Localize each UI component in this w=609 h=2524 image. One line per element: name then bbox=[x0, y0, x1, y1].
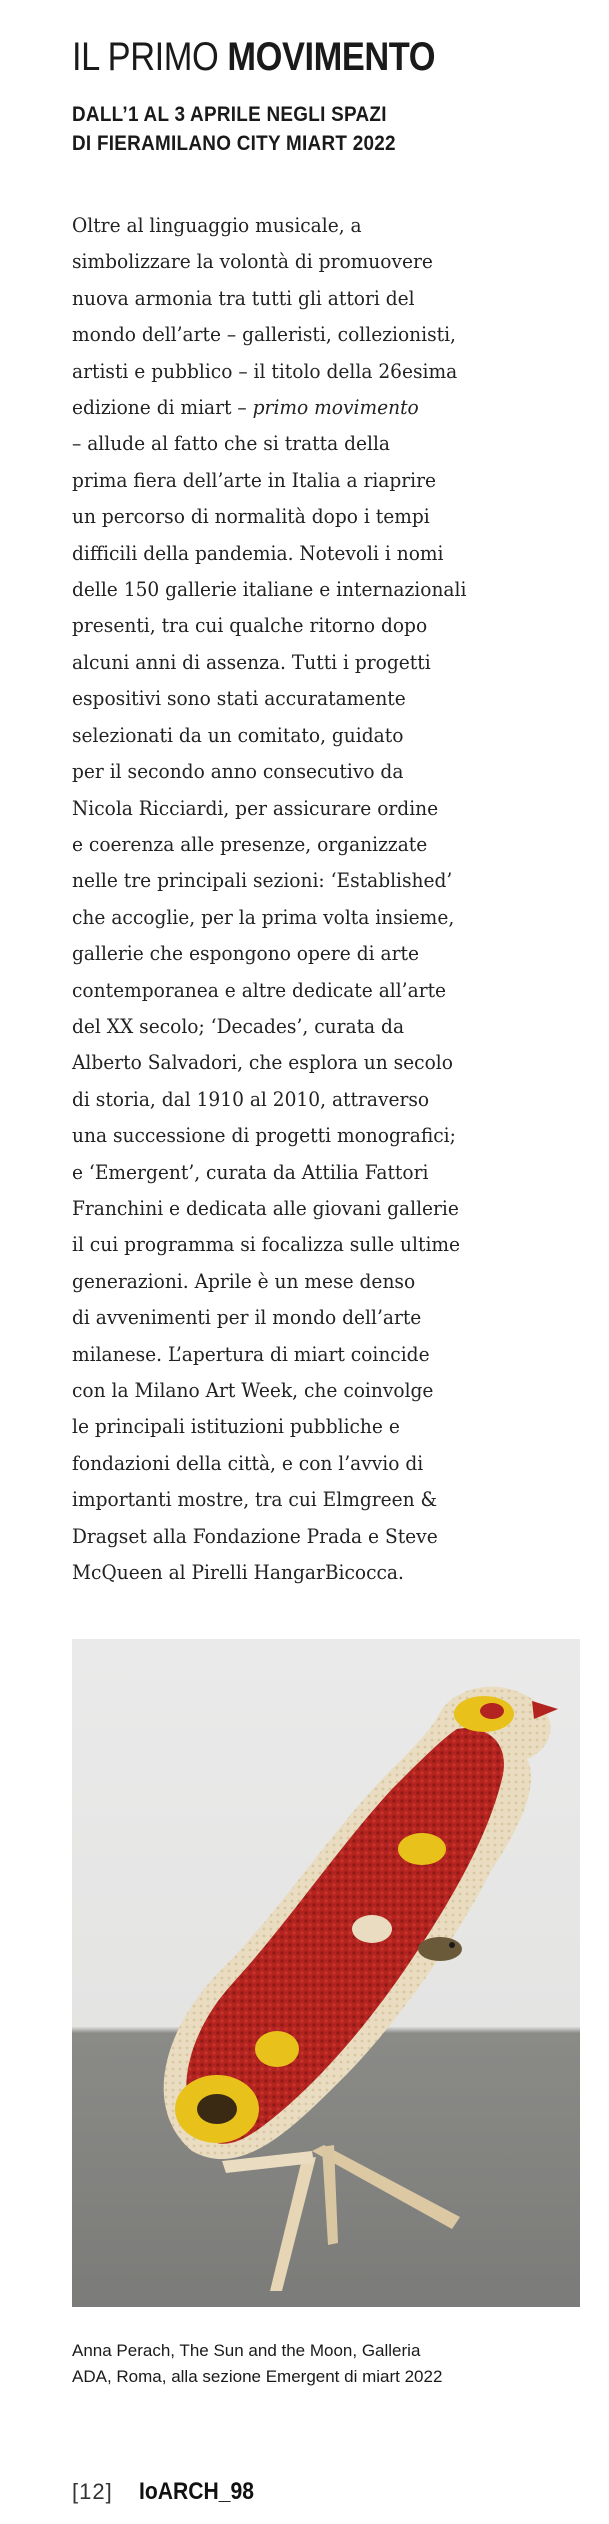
page-title bbox=[72, 34, 511, 80]
page-number: [12] bbox=[72, 2479, 113, 2504]
magazine-name: IoARCH_98 bbox=[138, 2478, 254, 2505]
article-line bbox=[72, 753, 556, 789]
article-line bbox=[72, 1081, 556, 1117]
article-line-text: del XX secolo; ‘Decades’, curata da bbox=[72, 1013, 405, 1038]
article-body bbox=[72, 207, 592, 1590]
article-line bbox=[72, 935, 556, 971]
article-line-text: prima fiera dell’arte in Italia a riaprire bbox=[72, 467, 437, 492]
article-line-text: difficili della pandemia. Notevoli i nomi bbox=[72, 540, 444, 565]
article-line bbox=[72, 826, 556, 862]
article-line-text: Franchini e dedicata alle giovani gallerie bbox=[72, 1195, 459, 1220]
article-line bbox=[72, 1190, 556, 1226]
article-line bbox=[72, 1117, 556, 1153]
stand bbox=[222, 2145, 460, 2291]
article-line-text: fondazioni della città, e con l’avvio di bbox=[72, 1450, 424, 1475]
article-line bbox=[72, 243, 556, 279]
article-line-text: generazioni. Aprile è un mese denso bbox=[72, 1268, 416, 1293]
article-line bbox=[72, 571, 556, 607]
article-line-text: di storia, dal 1910 al 2010, attraverso bbox=[72, 1086, 430, 1111]
article-line bbox=[72, 1154, 556, 1190]
article-line-text: Alberto Salvadori, che esplora un secolo bbox=[72, 1050, 453, 1075]
article-line bbox=[72, 899, 556, 935]
sculpture bbox=[164, 1687, 558, 2159]
article-line-text: mondo dell’arte – galleristi, collezionisti, bbox=[72, 322, 456, 347]
article-line-text: Dragset alla Fondazione Prada e Steve bbox=[72, 1523, 438, 1548]
article-line bbox=[72, 607, 556, 643]
artwork-photo bbox=[72, 1639, 580, 2307]
article-line-text: simbolizzare la volontà di promuovere bbox=[72, 249, 433, 274]
article-line bbox=[72, 353, 556, 389]
article-line bbox=[72, 1481, 556, 1517]
article-line-text: per il secondo anno consecutivo da bbox=[72, 759, 404, 784]
article-line bbox=[72, 644, 556, 680]
article-line-text: milanese. L’apertura di miart coincide bbox=[72, 1341, 430, 1366]
article-line bbox=[72, 680, 556, 716]
subtitle bbox=[72, 100, 540, 158]
article-line bbox=[72, 1445, 556, 1481]
caption-line: Anna Perach, The Sun and the Moon, Galleria bbox=[72, 2341, 421, 2360]
title-light: IL PRIMO bbox=[72, 35, 228, 79]
article-line-text: e coerenza alle presenze, organizzate bbox=[72, 831, 428, 856]
article-line bbox=[72, 717, 556, 753]
article-line bbox=[72, 462, 556, 498]
article-line-text: – allude al fatto che si tratta della bbox=[72, 431, 391, 456]
subtitle-line: DI FIERAMILANO CITY MIART 2022 bbox=[72, 132, 396, 155]
subtitle-line: DALL’1 AL 3 APRILE NEGLI SPAZI bbox=[72, 103, 387, 126]
article-line bbox=[72, 790, 556, 826]
article-line-text: e ‘Emergent’, curata da Attilia Fattori bbox=[72, 1159, 429, 1184]
article-line-text: presenti, tra cui qualche ritorno dopo bbox=[72, 613, 428, 638]
article-line-text: che accoglie, per la prima volta insieme, bbox=[72, 904, 455, 929]
article-line-text: delle 150 gallerie italiane e internazionali bbox=[72, 577, 467, 602]
article-line bbox=[72, 1408, 556, 1444]
article-line-text: il cui programma si focalizza sulle ultime bbox=[72, 1232, 461, 1257]
article-line bbox=[72, 498, 556, 534]
article-line bbox=[72, 1518, 556, 1554]
article-line bbox=[72, 1299, 556, 1335]
article-line-text: McQueen al Pirelli HangarBicocca. bbox=[72, 1560, 404, 1585]
article-line-text: nelle tre principali sezioni: ‘Established’ bbox=[72, 868, 453, 893]
article-line bbox=[72, 862, 556, 898]
article-line-text: gallerie che espongono opere di arte bbox=[72, 941, 419, 966]
article-line bbox=[72, 1336, 556, 1372]
article-line-text: alcuni anni di assenza. Tutti i progetti bbox=[72, 649, 431, 674]
article-line bbox=[72, 1044, 556, 1080]
article-line bbox=[72, 1008, 556, 1044]
caption-line: ADA, Roma, alla sezione Emergent di miart 2022 bbox=[72, 2367, 443, 2386]
article-line-text: nuova armonia tra tutti gli attori del bbox=[72, 285, 415, 310]
article-line bbox=[72, 316, 556, 352]
article-line bbox=[72, 972, 556, 1008]
page-footer bbox=[72, 2478, 269, 2508]
article-line-text: contemporanea e altre dedicate all’arte bbox=[72, 977, 447, 1002]
article-line bbox=[72, 207, 556, 243]
italic-phrase: primo movimento bbox=[252, 395, 419, 420]
article-line-text: Oltre al linguaggio musicale, a bbox=[72, 213, 362, 237]
article-line-text: Nicola Ricciardi, per assicurare ordine bbox=[72, 795, 439, 820]
article-line-text: una successione di progetti monografici; bbox=[72, 1123, 456, 1148]
sculpture-illustration bbox=[72, 1639, 580, 2307]
article-line bbox=[72, 1554, 556, 1590]
article-line bbox=[72, 1372, 556, 1408]
article-line-text: di avvenimenti per il mondo dell’arte bbox=[72, 1305, 422, 1330]
photo-caption bbox=[72, 2338, 592, 2390]
article-line-text: con la Milano Art Week, che coinvolge bbox=[72, 1378, 434, 1402]
article-line-text: le principali istituzioni pubbliche e bbox=[72, 1414, 400, 1439]
article-line bbox=[72, 280, 556, 316]
article-line-text: selezionati da un comitato, guidato bbox=[72, 722, 404, 747]
article-line bbox=[72, 1263, 556, 1299]
article-line-text: un percorso di normalità dopo i tempi bbox=[72, 504, 430, 529]
title-bold: MOVIMENTO bbox=[227, 35, 436, 79]
article-line bbox=[72, 1226, 556, 1262]
article-line-text: importanti mostre, tra cui Elmgreen & bbox=[72, 1487, 438, 1512]
article-line-text: edizione di miart – bbox=[72, 395, 253, 420]
article-line-text: espositivi sono stati accuratamente bbox=[72, 686, 406, 711]
article-line-text: artisti e pubblico – il titolo della 26esima bbox=[72, 358, 458, 383]
article-line bbox=[72, 389, 556, 425]
article-line bbox=[72, 425, 556, 461]
article-line bbox=[72, 535, 556, 571]
